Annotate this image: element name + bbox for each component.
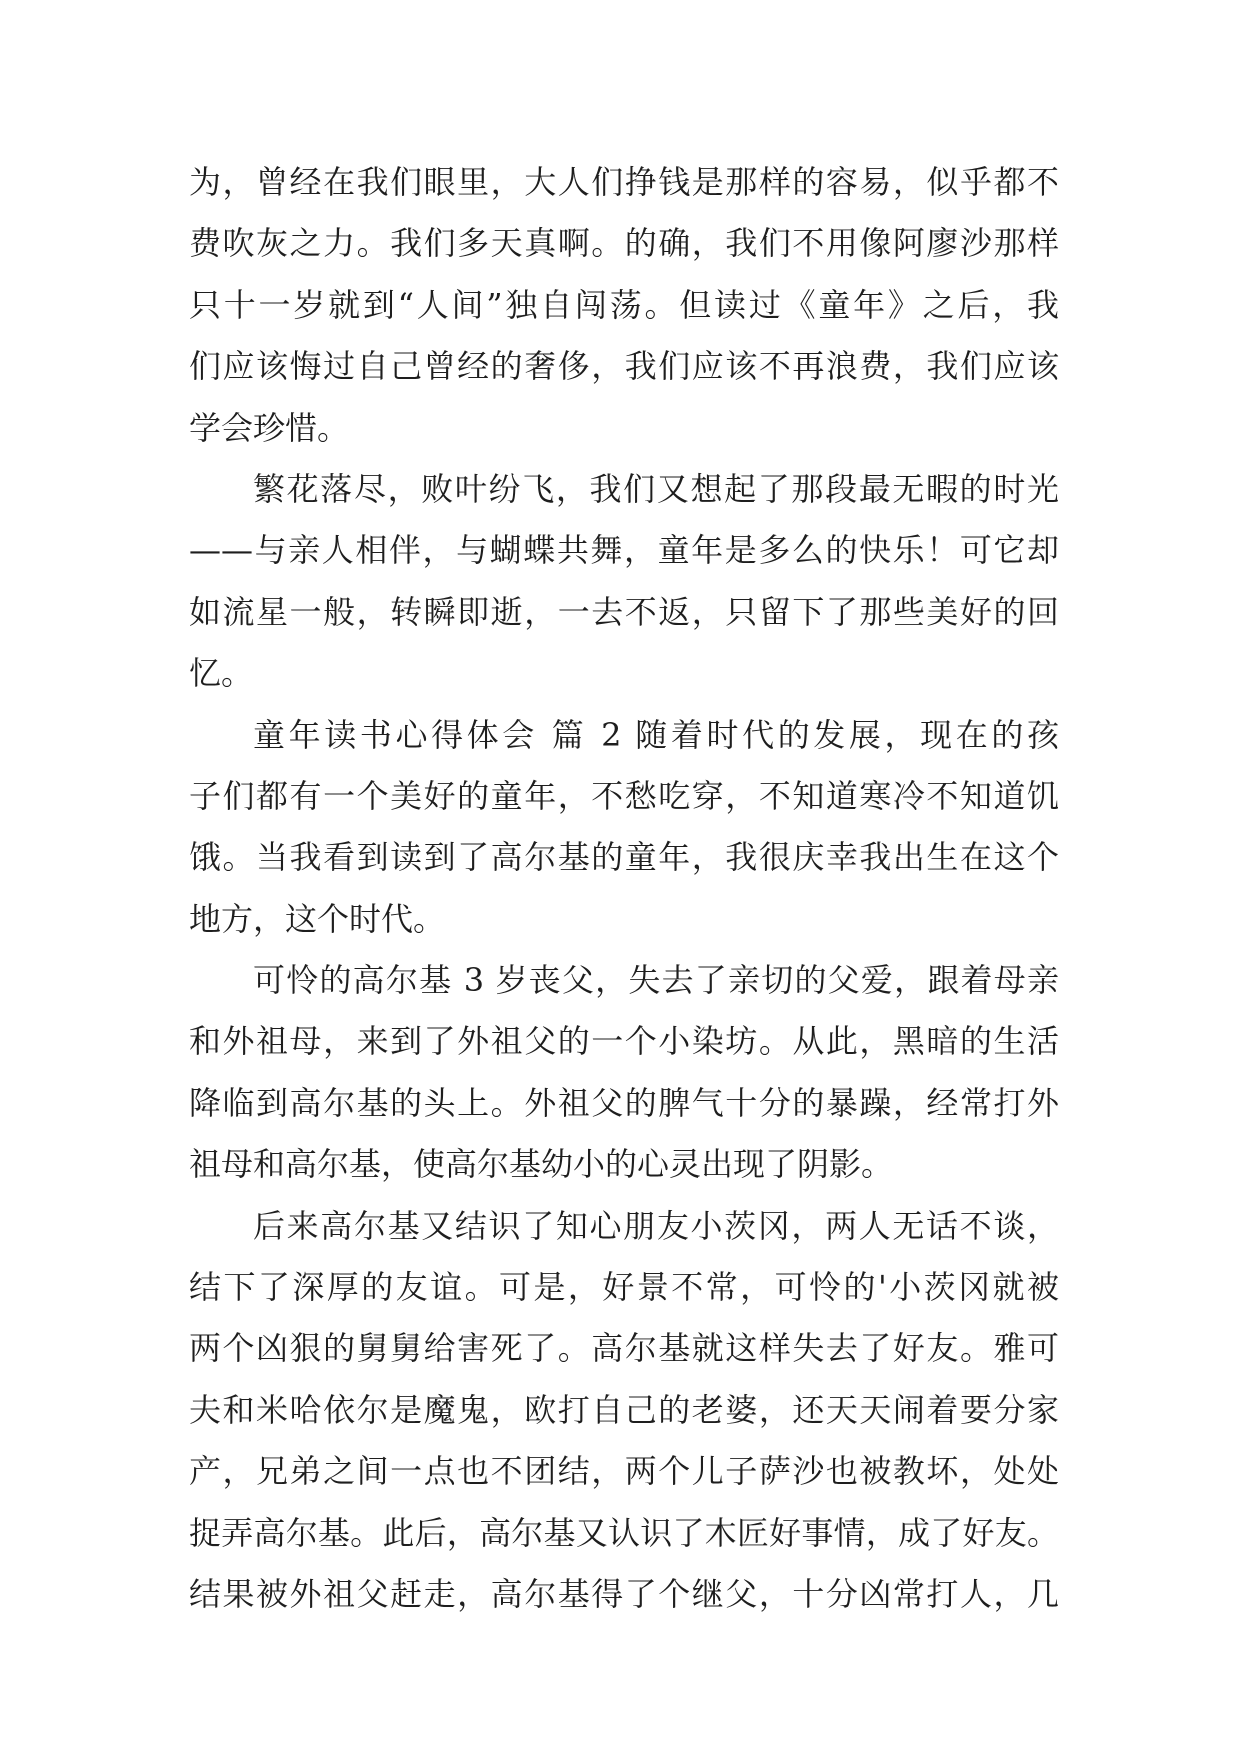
text-line: 们应该悔过自己曾经的奢侈，我们应该不再浪费，我们应该 bbox=[189, 347, 1059, 386]
text-line: ——与亲人相伴，与蝴蝶共舞，童年是多么的快乐！可它却 bbox=[189, 531, 1059, 570]
text-line: 童年读书心得体会 篇 2 随着时代的发展，现在的孩 bbox=[253, 715, 1059, 754]
text-line: 忆。 bbox=[189, 654, 254, 693]
text-line: 为，曾经在我们眼里，大人们挣钱是那样的容易，似乎都不 bbox=[189, 163, 1059, 201]
text-line: 降临到高尔基的头上。外祖父的脾气十分的暴躁，经常打外 bbox=[189, 1083, 1059, 1122]
text-line: 夫和米哈依尔是魔鬼，欧打自己的老婆，还天天闹着要分家 bbox=[189, 1390, 1059, 1429]
text-line: 和外祖母，来到了外祖父的一个小染坊。从此，黑暗的生活 bbox=[189, 1022, 1059, 1061]
text-line: 产，兄弟之间一点也不团结，两个儿子萨沙也被教坏，处处 bbox=[189, 1452, 1059, 1491]
text-line: 结下了深厚的友谊。可是，好景不常，可怜的'小茨冈就被 bbox=[189, 1268, 1059, 1307]
text-line: 两个凶狠的舅舅给害死了。高尔基就这样失去了好友。雅可 bbox=[189, 1329, 1059, 1368]
text-line: 地方，这个时代。 bbox=[189, 899, 446, 938]
text-line: 可怜的高尔基 3 岁丧父，失去了亲切的父爱，跟着母亲 bbox=[253, 961, 1059, 1000]
text-line: 捉弄高尔基。此后，高尔基又认识了木匠好事情，成了好友。 bbox=[189, 1513, 1059, 1552]
text-line: 如流星一般，转瞬即逝，一去不返，只留下了那些美好的回 bbox=[189, 592, 1059, 631]
text-line: 结果被外祖父赶走，高尔基得了个继父，十分凶常打人，几 bbox=[189, 1574, 1059, 1613]
text-line: 只十一岁就到“人间”独自闯荡。但读过《童年》之后，我 bbox=[189, 285, 1059, 324]
text-line: 费吹灰之力。我们多天真啊。的确，我们不用像阿廖沙那样 bbox=[189, 224, 1059, 263]
text-line: 学会珍惜。 bbox=[189, 408, 350, 447]
text-line: 子们都有一个美好的童年，不愁吃穿，不知道寒冷不知道饥 bbox=[189, 776, 1059, 815]
text-line: 后来高尔基又结识了知心朋友小茨冈，两人无话不谈， bbox=[253, 1206, 1059, 1245]
text-line: 繁花落尽，败叶纷飞，我们又想起了那段最无暇的时光 bbox=[253, 469, 1059, 508]
text-line: 饿。当我看到读到了高尔基的童年，我很庆幸我出生在这个 bbox=[189, 838, 1059, 877]
document-body bbox=[189, 152, 1059, 1625]
text-line: 祖母和高尔基，使高尔基幼小的心灵出现了阴影。 bbox=[189, 1145, 894, 1184]
